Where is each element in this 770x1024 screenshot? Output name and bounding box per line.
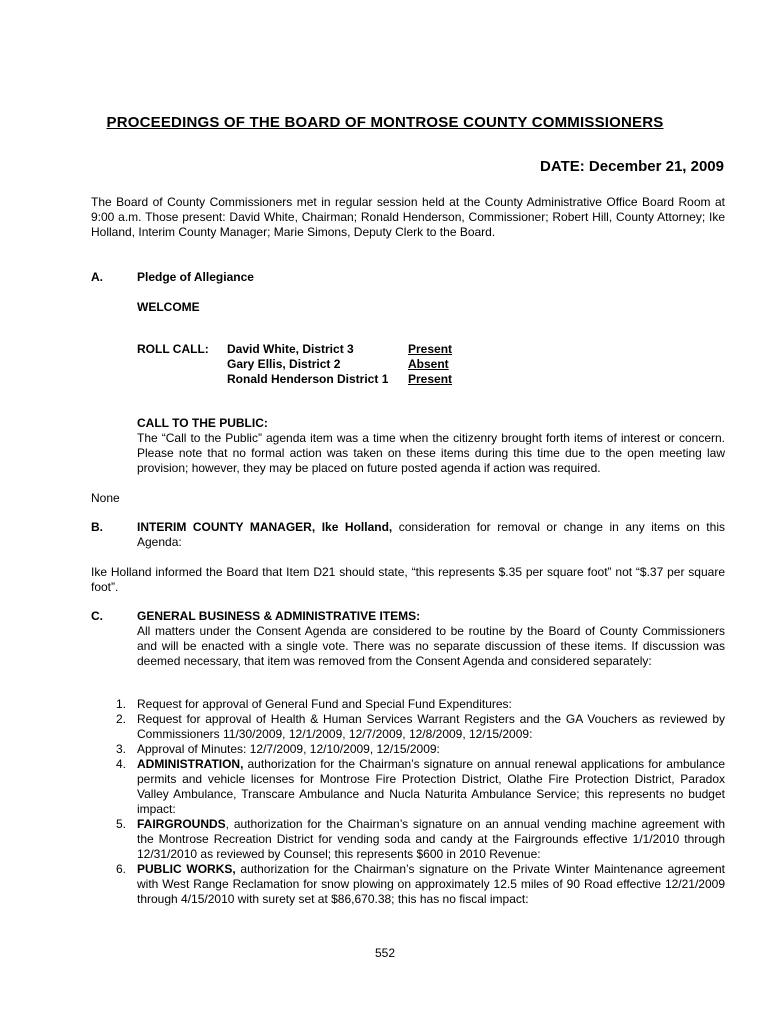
none-note: None bbox=[91, 491, 120, 505]
roll-status: Present bbox=[408, 342, 453, 356]
section-b-heading: INTERIM COUNTY MANAGER, Ike Holland, bbox=[137, 520, 393, 534]
page-number: 552 bbox=[374, 946, 396, 960]
call-to-public-heading: CALL TO THE PUBLIC: bbox=[137, 416, 268, 430]
roll-status: Present bbox=[408, 372, 453, 386]
list-item: FAIRGROUNDS, authorization for the Chairman’s signature on an annual vending machine agreement with the Montrose Recreation District for vending soda and candy at the Fairgrounds effective 1/1/2010 through 12/31/2010 as reviewed by Counsel; this represents $600 in 2010 Revenue: bbox=[137, 817, 725, 861]
pledge-heading: Pledge of Allegiance bbox=[137, 270, 254, 284]
list-item: Request for approval of General Fund and Special Fund Expenditures: bbox=[137, 697, 512, 711]
roll-name: Gary Ellis, District 2 bbox=[227, 357, 341, 371]
item-number: 6. bbox=[115, 862, 126, 876]
section-b-note: Ike Holland informed the Board that Item D21 should state, “this represents $.35 per square foot” not “$.37 per square foot”. bbox=[91, 565, 725, 594]
intro-paragraph: The Board of County Commissioners met in regular session held at the County Administrative Office Board Room at 9:00 a.m. Those present: David White, Chairman; Ronald Henderson, Commissioner; Robert Hill, County Attorney; Ike Holland, Interim County Manager; Marie Simons, Deputy Clerk to the Board. bbox=[91, 195, 725, 239]
roll-name: Ronald Henderson District 1 bbox=[227, 372, 389, 386]
list-item: ADMINISTRATION, authorization for the Chairman’s signature on annual renewal applications for ambulance permits and vehicle licenses for Montrose Fire Protection District, Olathe Fire Protection District, Paradox Valley Ambulance, Transcare Ambulance and Nucla Naturita Ambulance Service; this represents no budget impact: bbox=[137, 757, 725, 816]
list-item: Approval of Minutes: 12/7/2009, 12/10/2009, 12/15/2009: bbox=[137, 742, 440, 756]
section-c-text: All matters under the Consent Agenda are considered to be routine by the Board of County Commissioners and will be enacted with a single vote. There was no separate discussion of these items. If discussion was deemed necessary, that item was removed from the Consent Agenda and considered separately: bbox=[137, 624, 725, 668]
roll-status: Absent bbox=[408, 357, 449, 371]
section-b-text: consideration for removal or change in any items on this Agenda: bbox=[137, 520, 725, 549]
section-a-letter: A. bbox=[91, 270, 103, 284]
document-title: PROCEEDINGS OF THE BOARD OF MONTROSE COUNTY COMMISSIONERS bbox=[106, 114, 664, 131]
roll-name: David White, District 3 bbox=[227, 342, 354, 356]
item-number: 1. bbox=[115, 697, 126, 711]
section-c-letter: C. bbox=[91, 609, 103, 623]
item-number: 5. bbox=[115, 817, 126, 831]
section-c-heading: GENERAL BUSINESS & ADMINISTRATIVE ITEMS: bbox=[137, 609, 421, 623]
list-item: Request for approval of Health & Human Services Warrant Registers and the GA Vouchers as reviewed by Commissioners 11/30/2009, 12/1/2009, 12/7/2009, 12/8/2009, 12/15/2009: bbox=[137, 712, 725, 741]
meeting-date: DATE: December 21, 2009 bbox=[540, 158, 724, 175]
call-to-public-text: The “Call to the Public” agenda item was a time when the citizenry brought forth items of interest or concern. Please note that no formal action was taken on these items during this time due to the open meeting law provision; however, they may be placed on future posted agenda if action was required. bbox=[137, 431, 725, 475]
section-b-letter: B. bbox=[91, 520, 103, 534]
item-number: 2. bbox=[115, 712, 126, 726]
item-number: 3. bbox=[115, 742, 126, 756]
item-number: 4. bbox=[115, 757, 126, 771]
section-b-paragraph bbox=[137, 520, 725, 550]
roll-call-label: ROLL CALL: bbox=[137, 342, 209, 356]
welcome-heading: WELCOME bbox=[137, 300, 200, 314]
list-item: PUBLIC WORKS, authorization for the Chairman’s signature on the Private Winter Maintenance agreement with West Range Reclamation for snow plowing on approximately 12.5 miles of 90 Road effective 12/21/2009 through 4/15/2010 with surety set at $86,670.38; this has no fiscal impact: bbox=[137, 862, 725, 906]
